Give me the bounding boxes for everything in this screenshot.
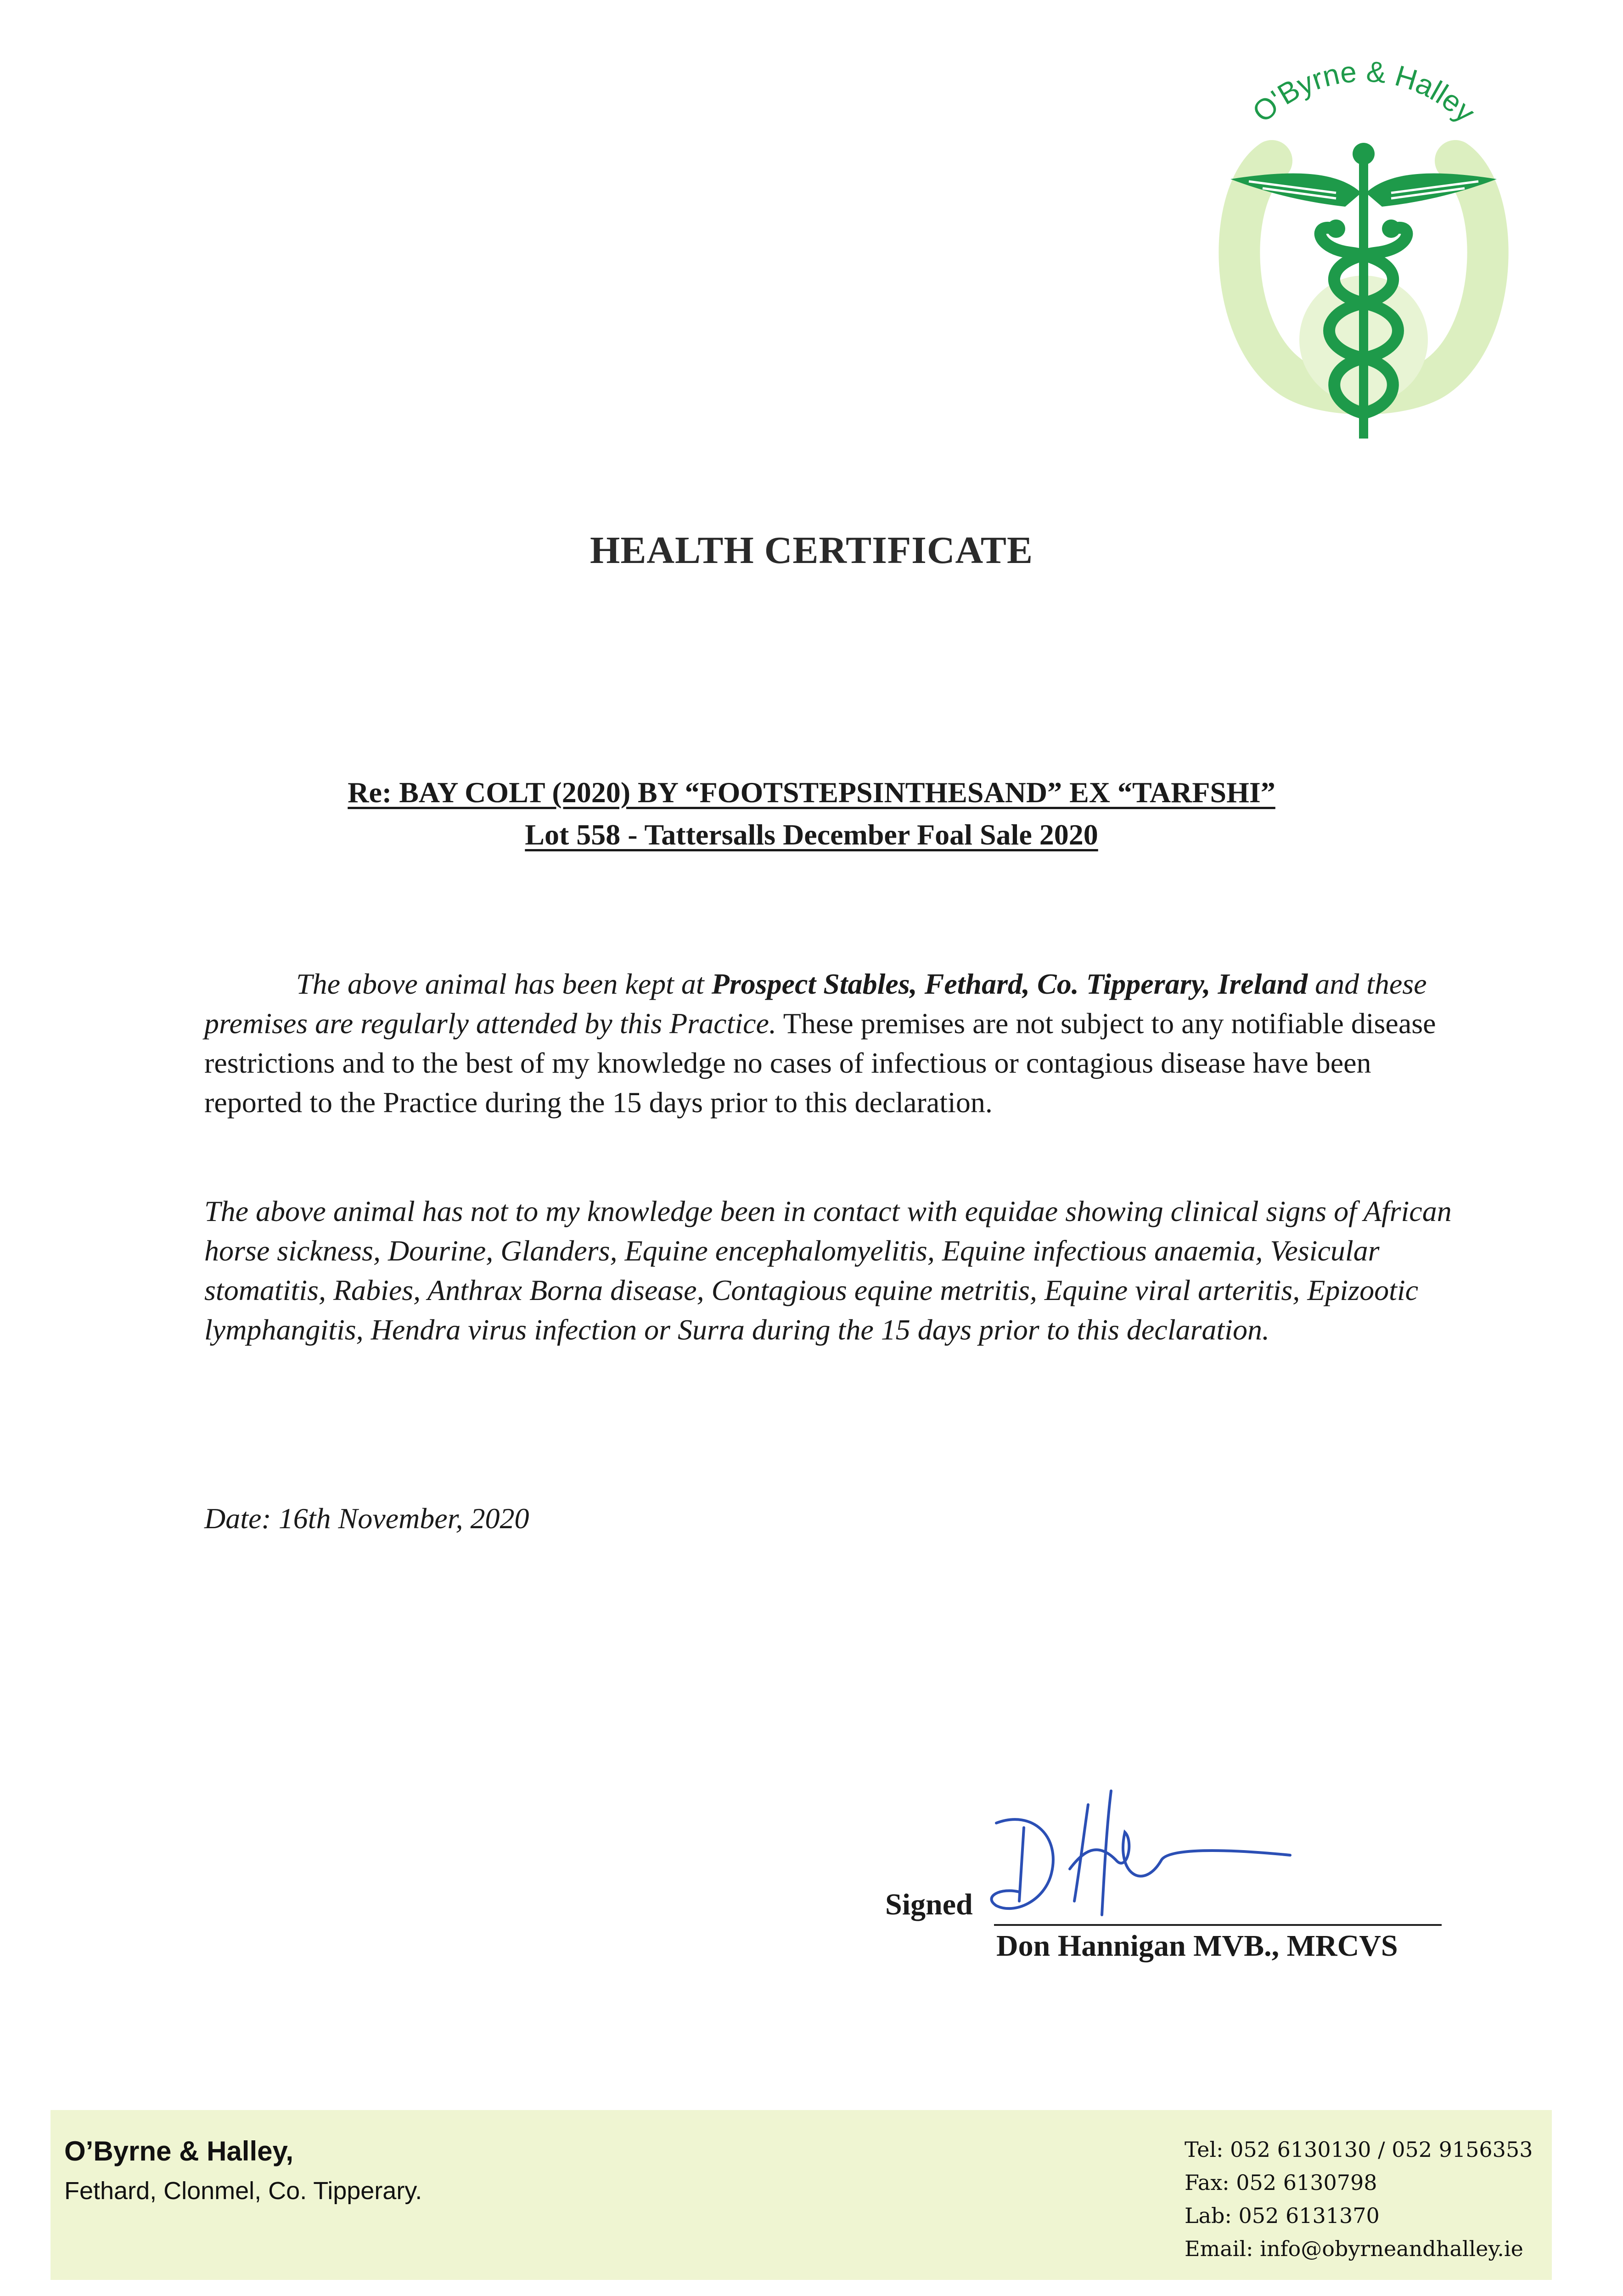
- footer-address: Fethard, Clonmel, Co. Tipperary.: [64, 2177, 422, 2205]
- signed-label: Signed: [885, 1888, 973, 1921]
- footer-email: Email: info@obyrneandhalley.ie: [1185, 2236, 1523, 2261]
- document-title: HEALTH CERTIFICATE: [590, 529, 1033, 572]
- signature-line: [994, 1924, 1442, 1926]
- paragraph-diseases: [204, 1192, 1453, 1350]
- footer-firm-name: O’Byrne & Halley,: [64, 2136, 294, 2167]
- handwritten-signature: [969, 1782, 1299, 1947]
- subject-line-1: Re: BAY COLT (2020) BY “FOOTSTEPSINTHESAND” EX “TARFSHI”: [348, 776, 1275, 809]
- subject-line-2: Lot 558 - Tattersalls December Foal Sale 2020: [525, 818, 1098, 851]
- paragraph-rest: These premises are not subject to any notifiable disease restrictions and to the best of my knowledge no cases of infectious or contagious disease have been reported to the Practice during the 15 days prior to this declaration.: [204, 1007, 1436, 1119]
- footer-tel: Tel: 052 6130130 / 052 9156353: [1185, 2137, 1533, 2162]
- footer: [51, 2110, 1552, 2280]
- paragraph-premises: [204, 964, 1453, 1122]
- premises-location: Prospect Stables, Fethard, Co. Tipperary, Ireland: [711, 968, 1308, 1000]
- logo-text: O'Byrne & Halley: [1246, 55, 1482, 129]
- certificate-date: Date: 16th November, 2020: [204, 1502, 529, 1535]
- svg-text:O'Byrne & Halley: [1246, 55, 1482, 129]
- footer-lab: Lab: 052 6131370: [1185, 2203, 1380, 2228]
- paragraph-attended: and these premises are regularly attended by this Practice.: [204, 968, 1427, 1040]
- diseases-text: The above animal has not to my knowledge been in contact with equidae showing clinical signs of African horse sickness, Dourine, Glanders, Equine encephalomyelitis, Equine infectious anaemia, Vesicular stomatitis, Rabies, Anthrax Borna disease, Contagious equine metritis, Equine viral arteritis, Epizootic lymphangitis, Hendra virus infection or Surra during the 15 days prior to this declaration.: [204, 1195, 1452, 1346]
- practice-logo: [1198, 55, 1529, 459]
- paragraph-intro: The above animal has been kept at: [296, 968, 712, 1000]
- footer-contact: [1185, 2133, 1533, 2265]
- signer-name: Don Hannigan MVB., MRCVS: [996, 1929, 1398, 1963]
- footer-fax: Fax: 052 6130798: [1185, 2170, 1377, 2195]
- subject-block: [0, 771, 1623, 856]
